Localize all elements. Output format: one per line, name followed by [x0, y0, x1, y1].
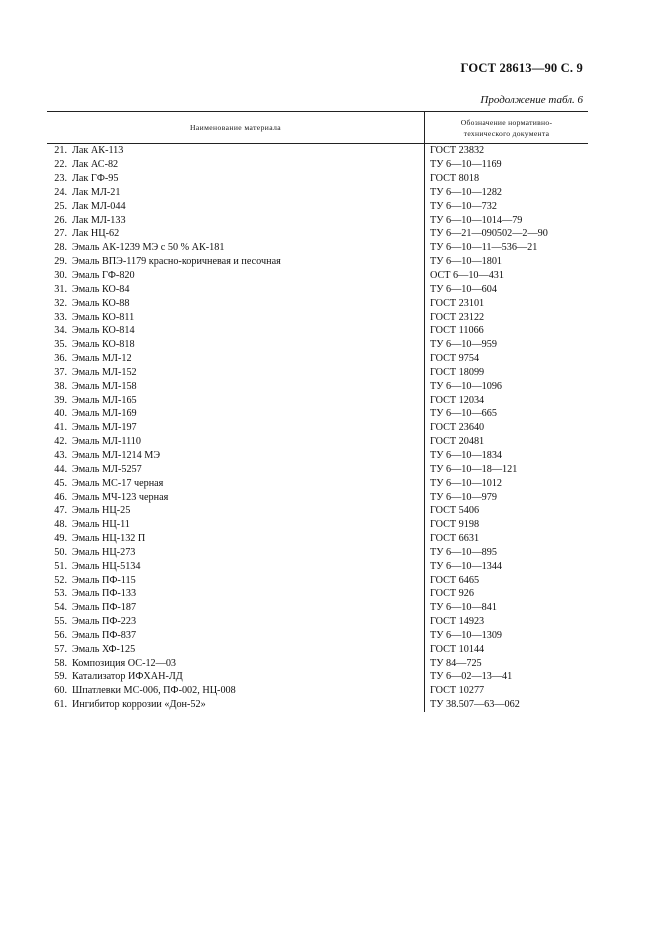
table-row [47, 158, 588, 172]
row-number: 29. [54, 256, 67, 268]
table-row [47, 462, 588, 476]
material-name: Лак НЦ-62 [72, 228, 120, 240]
table-row [47, 366, 588, 380]
column-header-normative-document [425, 112, 588, 143]
row-number: 35. [54, 339, 67, 351]
normative-document: ТУ 6—02—13—41 [430, 671, 513, 683]
normative-document: ТУ 6—10—1801 [430, 256, 503, 268]
normative-document: ГОСТ 6631 [430, 533, 480, 545]
material-name: Композиция ОС-12—03 [72, 657, 177, 669]
normative-document: ТУ 6—10—1344 [430, 560, 503, 572]
row-number: 27. [54, 228, 67, 240]
material-name: Лак АК-113 [72, 145, 124, 157]
table-row [47, 144, 588, 158]
normative-document: ГОСТ 6465 [430, 574, 480, 586]
normative-document: ГОСТ 20481 [430, 436, 485, 448]
row-number: 49. [54, 533, 67, 545]
material-name: Эмаль ПФ-837 [72, 629, 137, 641]
normative-document: ГОСТ 12034 [430, 394, 485, 406]
row-number: 33. [54, 311, 67, 323]
normative-document: ГОСТ 23832 [430, 145, 485, 157]
row-number: 42. [54, 436, 67, 448]
table-row [47, 421, 588, 435]
material-name: Эмаль МЛ-1110 [72, 436, 141, 448]
row-number: 43. [54, 449, 67, 461]
row-number: 54. [54, 602, 67, 614]
table-row [47, 407, 588, 421]
material-name: Лак МЛ-044 [72, 200, 126, 212]
row-number: 34. [54, 325, 67, 337]
normative-document: ГОСТ 8018 [430, 173, 480, 185]
column-header-material-name: Наименование материала [47, 112, 425, 143]
row-number: 26. [54, 214, 67, 226]
normative-document: ТУ 6—10—1309 [430, 629, 503, 641]
material-name: Эмаль АК-1239 МЭ с 50 % АК-181 [72, 242, 225, 254]
row-number: 31. [54, 283, 67, 295]
row-number: 59. [54, 671, 67, 683]
normative-document: ОСТ 6—10—431 [430, 270, 504, 282]
normative-document: ТУ 6—10—1169 [430, 159, 502, 171]
material-name: Эмаль НЦ-25 [72, 505, 131, 517]
table-row [47, 449, 588, 463]
table-row [47, 670, 588, 684]
table-row [47, 518, 588, 532]
table-row [47, 476, 588, 490]
row-number: 37. [54, 366, 67, 378]
row-number: 30. [54, 270, 67, 282]
normative-document: ГОСТ 9754 [430, 353, 480, 365]
material-name: Эмаль МС-17 черная [72, 477, 164, 489]
material-name: Катализатор ИФХАН-ЛД [72, 671, 183, 683]
row-number: 32. [54, 297, 67, 309]
table-continuation-label: Продолжение табл. 6 [480, 94, 583, 106]
material-name: Эмаль МЛ-158 [72, 380, 137, 392]
row-number: 47. [54, 505, 67, 517]
materials-table [47, 111, 588, 712]
table-row [47, 532, 588, 546]
normative-document: ТУ 6—10—11—536—21 [430, 242, 538, 254]
material-name: Эмаль МЛ-197 [72, 422, 137, 434]
table-row [47, 559, 588, 573]
material-name: Эмаль МЧ-123 черная [72, 491, 169, 503]
normative-document: ТУ 6—21—090502—2—90 [430, 228, 548, 240]
table-row [47, 269, 588, 283]
table-row [47, 324, 588, 338]
table-row [47, 587, 588, 601]
table-row [47, 642, 588, 656]
table-row [47, 656, 588, 670]
table-row [47, 435, 588, 449]
table-row [47, 393, 588, 407]
material-name: Эмаль КО-814 [72, 325, 135, 337]
normative-document: ГОСТ 5406 [430, 505, 480, 517]
row-number: 23. [54, 173, 67, 185]
row-number: 25. [54, 200, 67, 212]
normative-document: ТУ 6—10—732 [430, 200, 497, 212]
row-number: 38. [54, 380, 67, 392]
normative-document: ТУ 6—10—1282 [430, 186, 503, 198]
normative-document: ТУ 6—10—979 [430, 491, 497, 503]
material-name: Эмаль КО-88 [72, 297, 130, 309]
table-row [47, 629, 588, 643]
material-name: Эмаль НЦ-273 [72, 546, 136, 558]
normative-document: ТУ 6—10—895 [430, 546, 497, 558]
table-row [47, 310, 588, 324]
normative-document: ТУ 38.507—63—062 [430, 699, 520, 711]
normative-document: ГОСТ 10144 [430, 643, 485, 655]
column-header-doc-line2: технического документа [463, 128, 550, 138]
material-name: Эмаль ПФ-133 [72, 588, 137, 600]
normative-document: ГОСТ 11066 [430, 325, 484, 337]
table-row [47, 255, 588, 269]
normative-document: ГОСТ 926 [430, 588, 474, 600]
table-row [47, 199, 588, 213]
normative-document: ТУ 6—10—1096 [430, 380, 503, 392]
table-row [47, 338, 588, 352]
column-header-doc-line1: Обозначение нормативно- [460, 117, 553, 127]
material-name: Эмаль ПФ-187 [72, 602, 137, 614]
material-name: Эмаль МЛ-1214 МЭ [72, 449, 161, 461]
table-row [47, 213, 588, 227]
row-number: 55. [54, 616, 67, 628]
normative-document: ТУ 6—10—841 [430, 602, 497, 614]
material-name: Эмаль МЛ-152 [72, 366, 137, 378]
normative-document: ГОСТ 14923 [430, 616, 485, 628]
normative-document: ТУ 6—10—18—121 [430, 463, 518, 475]
material-name: Эмаль НЦ-5134 [72, 560, 141, 572]
material-name: Эмаль КО-818 [72, 339, 135, 351]
table-body [47, 144, 588, 712]
table-row [47, 490, 588, 504]
row-number: 45. [54, 477, 67, 489]
normative-document: ГОСТ 23640 [430, 422, 485, 434]
material-name: Эмаль МЛ-12 [72, 353, 132, 365]
material-name: Эмаль КО-84 [72, 283, 130, 295]
table-row [47, 601, 588, 615]
row-number: 60. [54, 685, 67, 697]
row-number: 52. [54, 574, 67, 586]
row-number: 51. [54, 560, 67, 572]
normative-document: ТУ 6—10—1014—79 [430, 214, 523, 226]
row-number: 40. [54, 408, 67, 420]
table-row [47, 545, 588, 559]
normative-document: ГОСТ 9198 [430, 519, 480, 531]
row-number: 39. [54, 394, 67, 406]
table-row [47, 573, 588, 587]
table-row [47, 684, 588, 698]
normative-document: ГОСТ 18099 [430, 366, 485, 378]
row-number: 56. [54, 629, 67, 641]
material-name: Эмаль МЛ-5257 [72, 463, 142, 475]
normative-document: ГОСТ 23101 [430, 297, 485, 309]
table-row [47, 186, 588, 200]
row-number: 41. [54, 422, 67, 434]
table-row [47, 282, 588, 296]
row-number: 24. [54, 186, 67, 198]
normative-document: ТУ 6—10—1012 [430, 477, 503, 489]
row-number: 44. [54, 463, 67, 475]
material-name: Лак АС-82 [72, 159, 119, 171]
table-row [47, 172, 588, 186]
table-row [47, 379, 588, 393]
table-row [47, 241, 588, 255]
table-row [47, 615, 588, 629]
material-name: Эмаль ВПЭ-1179 красно-коричневая и песочная [72, 256, 281, 268]
material-name: Эмаль ПФ-223 [72, 616, 137, 628]
material-name: Эмаль КО-811 [72, 311, 135, 323]
material-name: Шпатлевки МС-006, ПФ-002, НЦ-008 [72, 685, 236, 697]
normative-document: ТУ 6—10—959 [430, 339, 497, 351]
row-number: 46. [54, 491, 67, 503]
row-number: 48. [54, 519, 67, 531]
row-number: 50. [54, 546, 67, 558]
table-row [47, 352, 588, 366]
row-number: 58. [54, 657, 67, 669]
material-name: Эмаль МЛ-169 [72, 408, 137, 420]
material-name: Ингибитор коррозии «Дон-52» [72, 699, 206, 711]
row-number: 21. [54, 145, 67, 157]
material-name: Эмаль ГФ-820 [72, 270, 135, 282]
row-number: 28. [54, 242, 67, 254]
material-name: Лак ГФ-95 [72, 173, 119, 185]
material-name: Эмаль МЛ-165 [72, 394, 137, 406]
normative-document: ТУ 6—10—604 [430, 283, 497, 295]
normative-document: ТУ 84—725 [430, 657, 482, 669]
material-name: Эмаль НЦ-11 [72, 519, 130, 531]
row-number: 22. [54, 159, 67, 171]
table-header [47, 111, 588, 144]
normative-document: ТУ 6—10—1834 [430, 449, 503, 461]
normative-document: ГОСТ 10277 [430, 685, 485, 697]
material-name: Эмаль НЦ-132 П [72, 533, 146, 545]
row-number: 36. [54, 353, 67, 365]
row-number: 57. [54, 643, 67, 655]
normative-document: ГОСТ 23122 [430, 311, 485, 323]
page-header-title: ГОСТ 28613—90 С. 9 [460, 61, 583, 75]
table-row [47, 227, 588, 241]
table-row [47, 698, 588, 712]
material-name: Эмаль ХФ-125 [72, 643, 136, 655]
row-number: 53. [54, 588, 67, 600]
row-number: 61. [54, 699, 67, 711]
material-name: Эмаль ПФ-115 [72, 574, 136, 586]
normative-document: ТУ 6—10—665 [430, 408, 497, 420]
table-row [47, 504, 588, 518]
material-name: Лак МЛ-133 [72, 214, 126, 226]
material-name: Лак МЛ-21 [72, 186, 121, 198]
table-row [47, 296, 588, 310]
